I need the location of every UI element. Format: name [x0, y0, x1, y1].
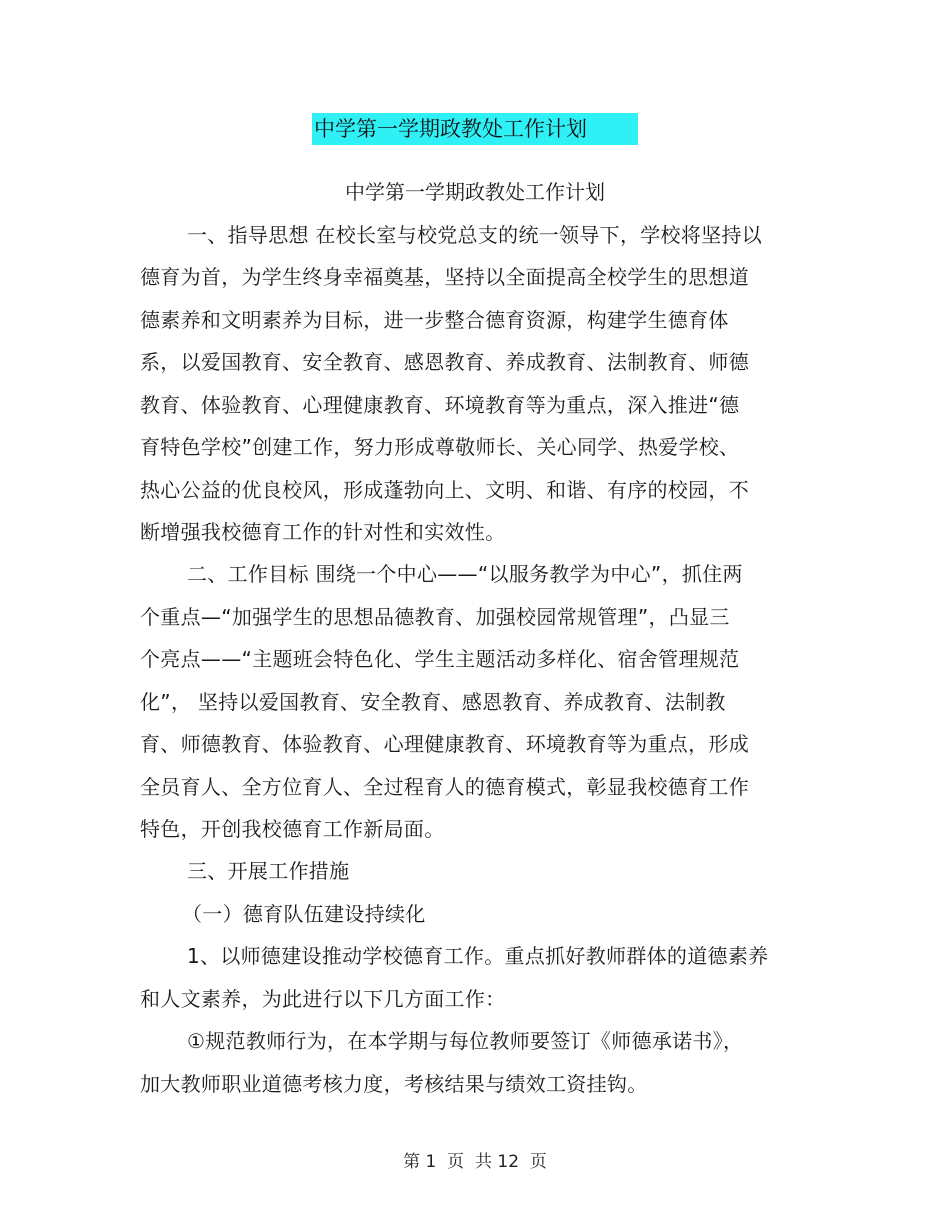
- paragraph-line: 全员育人、全方位育人、全过程育人的德育模式，彰显我校德育工作: [140, 775, 749, 799]
- paragraph-line: 断增强我校德育工作的针对性和实效性。: [140, 520, 506, 544]
- document-title: 中学第一学期政教处工作计划: [312, 113, 638, 145]
- document-subtitle: 中学第一学期政教处工作计划: [345, 180, 605, 204]
- paragraph-line: 育特色学校”创建工作，努力形成尊敬师长、关心同学、热爱学校、: [140, 435, 740, 459]
- paragraph-line: 热心公益的优良校风，形成蓬勃向上、文明、和谐、有序的校园，不: [140, 478, 749, 502]
- paragraph-line: 教育、体验教育、心理健康教育、环境教育等为重点，深入推进“德: [140, 393, 740, 417]
- paragraph-line: 个重点—“加强学生的思想品德教育、加强校园常规管理”，凸显三: [140, 605, 730, 629]
- paragraph-line: 化”， 坚持以爱国教育、安全教育、感恩教育、养成教育、法制教: [140, 690, 726, 714]
- paragraph-line: 一、指导思想 在校长室与校党总支的统一领导下，学校将坚持以: [187, 223, 763, 247]
- paragraph-line: 特色，开创我校德育工作新局面。: [140, 817, 445, 841]
- paragraph-line: 和人文素养，为此进行以下几方面工作：: [140, 987, 506, 1011]
- subsection-heading: （一）德育队伍建设持续化: [182, 902, 426, 926]
- paragraph-line: 德素养和文明素养为目标，进一步整合德育资源，构建学生德育体: [140, 308, 729, 332]
- paragraph-line: 二、工作目标 围绕一个中心——“以服务教学为中心”，抓住两: [187, 562, 743, 586]
- paragraph-line: 加大教师职业道德考核力度，考核结果与绩效工资挂钩。: [140, 1072, 648, 1096]
- paragraph-line: 德育为首，为学生终身幸福奠基，坚持以全面提高全校学生的思想道: [140, 265, 749, 289]
- paragraph-line: 育、师德教育、体验教育、心理健康教育、环境教育等为重点，形成: [140, 732, 749, 756]
- section-heading: 三、开展工作措施: [187, 859, 350, 883]
- paragraph-line: 系，以爱国教育、安全教育、感恩教育、养成教育、法制教育、师德: [140, 350, 749, 374]
- page-number-footer: 第 1 页 共 12 页: [403, 1152, 547, 1172]
- paragraph-line: 1、以师德建设推动学校德育工作。重点抓好教师群体的道德素养: [187, 944, 769, 968]
- paragraph-line: ①规范教师行为，在本学期与每位教师要签订《师德承诺书》，: [187, 1029, 744, 1053]
- paragraph-line: 个亮点——“主题班会特色化、学生主题活动多样化、宿舍管理规范: [140, 647, 740, 671]
